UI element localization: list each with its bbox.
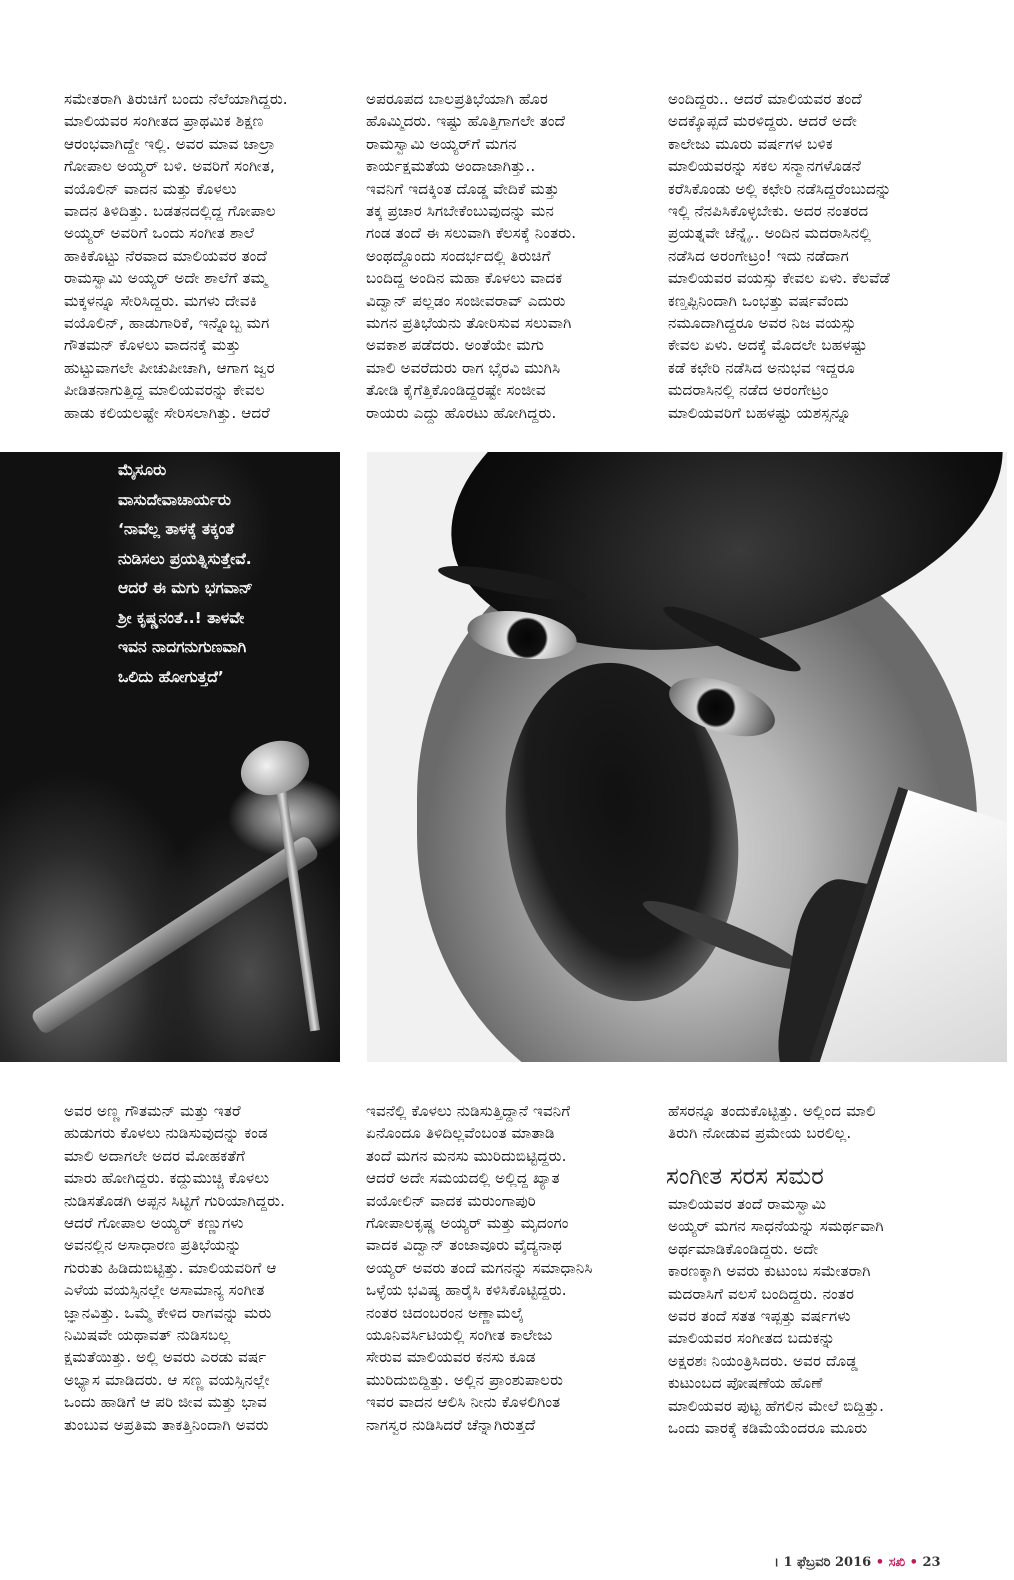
footer-dot-1: • (875, 1555, 885, 1570)
article-column-bottom-3-intro: ಹೆಸರನ್ನೂ ತಂದುಕೊಟ್ಟಿತ್ತು. ಅಲ್ಲಿಂದ ಮಾಲಿ ತಿರುಗಿ ನೋಡುವ ಪ್ರಮೇಯ ಬರಲಿಲ್ಲ. (668, 1102, 876, 1143)
section-heading: ಸಂಗೀತ ಸರಸ ಸಮರ (666, 1162, 824, 1190)
article-column-bottom-2: ಇವನೆಲ್ಲಿ ಕೊಳಲು ನುಡಿಸುತ್ತಿದ್ದಾನೆ ಇವನಿಗೆ ಏನೊಂದೂ ತಿಳಿದಿಲ್ಲವೆಂಬಂತ ಮಾತಾಡಿ ತಂದೆ ಮಗನ ಮನಸು ಮುರಿದುಬಿಟ್ಟಿದ್ದರು. ಆದರೆ ಅದೇ ಸಮಯದಲ್ಲಿ ಅಲ್ಲಿದ್ದ ಖ್ಯಾತ ವಯೋಲಿನ್ ವಾದಕ ಮರುಂಗಾಪುರಿ ಗೋಪಾಲಕೃಷ್ಣ ಅಯ್ಯರ್ ಮತ್ತು ಮೃದಂಗಂ ವಾದಕ ವಿದ್ವಾನ್ ತಂಜಾವೂರು ವೈದ್ಯನಾಥ ಅಯ್ಯರ್ ಅವರು ತಂದೆ ಮಗನನ್ನು ಸಮಾಧಾನಿಸಿ ಒಳ್ಳೆಯ ಭವಿಷ್ಯ ಹಾರೈಸಿ ಕಳಿಸಿಕೊಟ್ಟಿದ್ದರು. ನಂತರ ಚಿದಂಬರಂನ ಅಣ್ಣಾಮಲೈ ಯೂನಿವರ್ಸಿಟಿಯಲ್ಲಿ ಸಂಗೀತ ಕಾಲೇಜು ಸೇರುವ ಮಾಲಿಯವರ ಕನಸು ಕೂಡ ಮುರಿದುಬಿದ್ದಿತ್ತು. ಅಲ್ಲಿನ ಪ್ರಾಂಶುಪಾಲರು ಇವರ ವಾದನ ಆಲಿಸಿ ನೀನು ಕೊಳಲಿಗಿಂತ ನಾಗಸ್ವರ ನುಡಿಸಿದರೆ ಚೆನ್ನಾಗಿರುತ್ತದೆ (366, 1102, 593, 1434)
flute-graphic (30, 834, 321, 1036)
article-column-top-3: ಅಂದಿದ್ದರು.. ಆದರೆ ಮಾಲಿಯವರ ತಂದೆ ಅದಕ್ಕೊಪ್ಪದೆ ಮರಳಿದ್ದರು. ಆದರೆ ಅದೇ ಕಾಲೇಜು ಮೂರು ವರ್ಷಗಳ ಬಳಿಕ ಮಾಲಿಯವರನ್ನು ಸಕಲ ಸನ್ಮಾನಗಳೊಡನೆ ಕರೆಸಿಕೊಂಡು ಅಲ್ಲಿ ಕಛೇರಿ ನಡೆಸಿದ್ದರೆಂಬುದನ್ನು ಇಲ್ಲಿ ನೆನಪಿಸಿಕೊಳ್ಳಬೇಕು. ಅದರ ನಂತರದ ಪ್ರಯತ್ನವೇ ಚೆನ್ನೈ.. ಅಂದಿನ ಮದರಾಸಿನಲ್ಲಿ ನಡೆಸಿದ ಅರಂಗೇಟ್ರಂ! ಇದು ನಡೆದಾಗ ಮಾಲಿಯವರ ವಯಸ್ಸು ಕೇವಲ ಏಳು. ಕೆಲವೆಡೆ ಕಣ್ತಪ್ಪಿನಿಂದಾಗಿ ಒಂಭತ್ತು ವರ್ಷವೆಂದು ನಮೂದಾಗಿದ್ದರೂ ಅವರ ನಿಜ ವಯಸ್ಸು ಕೇವಲ ಏಳು. ಅದಕ್ಕೆ ಮೊದಲೇ ಬಹಳಷ್ಟು ಕಡೆ ಕಛೇರಿ ನಡೆಸಿದ ಅನುಭವ ಇದ್ದರೂ ಮದರಾಸಿನಲ್ಲಿ ನಡೆದ ಅರಂಗೇಟ್ರಂ ಮಾಲಿಯವರಿಗೆ ಬಹಳಷ್ಟು ಯಶಸ್ಸನ್ನೂ (668, 90, 892, 422)
article-column-top-2: ಅಪರೂಪದ ಬಾಲಪ್ರತಿಭೆಯಾಗಿ ಹೊರ ಹೊಮ್ಮಿದರು. ಇಷ್ಟು ಹೊತ್ತಿಗಾಗಲೇ ತಂದೆ ರಾಮಸ್ವಾಮಿ ಅಯ್ಯರ್‌ಗೆ ಮಗನ ಕಾರ್ಯಕ್ಷಮತೆಯ ಅಂದಾಜಾಗಿತ್ತು.. ಇವನಿಗೆ ಇದಕ್ಕಿಂತ ದೊಡ್ಡ ವೇದಿಕೆ ಮತ್ತು ತಕ್ಕ ಪ್ರಚಾರ ಸಿಗಬೇಕೆಂಬುವುದನ್ನು ಮನ ಗಂಡ ತಂದೆ ಈ ಸಲುವಾಗಿ ಕೆಲಸಕ್ಕೆ ನಿಂತರು. ಅಂಥದ್ದೊಂದು ಸಂದರ್ಭದಲ್ಲಿ ತಿರುಚಿಗೆ ಬಂದಿದ್ದ ಅಂದಿನ ಮಹಾ ಕೊಳಲು ವಾದಕ ವಿದ್ವಾನ್ ಪಲ್ಲಡಂ ಸಂಜೀವರಾವ್ ಎದುರು ಮಗನ ಪ್ರತಿಭೆಯನು ತೋರಿಸುವ ಸಲುವಾಗಿ ಅವಕಾಶ ಪಡೆದರು. ಅಂತೆಯೇ ಮಗು ಮಾಲಿ ಅವರೆದುರು ರಾಗ ಭೈರವಿ ಮುಗಿಸಿ ತೋಡಿ ಕೈಗೆತ್ತಿಕೊಂಡಿದ್ದರಷ್ಟೇ ಸಂಜೀವ ರಾಯರು ಎದ್ದು ಹೊರಟು ಹೋಗಿದ್ದರು. (366, 90, 577, 422)
page-number: 23 (922, 1555, 941, 1570)
footer-date: ಫೆಬ್ರವರಿ 2016 (797, 1555, 872, 1570)
pull-quote: ಮೈಸೂರು ವಾಸುದೇವಾಚಾರ್ಯರು ‘ನಾವೆಲ್ಲ ತಾಳಕ್ಕೆ ತಕ್ಕಂತೆ ನುಡಿಸಲು ಪ್ರಯತ್ನಿಸುತ್ತೇವೆ. ಆದರೆ ಈ ಮಗು ಭಗವಾನ್ ಶ್ರೀ ಕೃಷ್ಣನಂತೆ..! ತಾಳವೇ ಇವನ ನಾದಗನುಗುಣವಾಗಿ ಒಲಿದು ಹೋಗುತ್ತದೆ’ (118, 461, 253, 686)
portrait-photo (367, 452, 1007, 1062)
microphone-stand (274, 773, 320, 1032)
footer-marks: । 1 (774, 1555, 793, 1570)
article-column-top-1: ಸಮೇತರಾಗಿ ತಿರುಚಿಗೆ ಬಂದು ನೆಲೆಯಾಗಿದ್ದರು. ಮಾಲಿಯವರ ಸಂಗೀತದ ಪ್ರಾಥಮಿಕ ಶಿಕ್ಷಣ ಆರಂಭವಾಗಿದ್ದೇ ಇಲ್ಲಿ. ಅವರ ಮಾವ ಜಾಲ್ರಾ ಗೋಪಾಲ ಅಯ್ಯರ್ ಬಳಿ. ಅವರಿಗೆ ಸಂಗೀತ, ವಯೊಲಿನ್ ವಾದನ ಮತ್ತು ಕೊಳಲು ವಾದನ ತಿಳಿದಿತ್ತು. ಬಡತನದಲ್ಲಿದ್ದ ಗೋಪಾಲ ಅಯ್ಯರ್ ಅವರಿಗೆ ಒಂದು ಸಂಗೀತ ಶಾಲೆ ಹಾಕಿಕೊಟ್ಟು ನೆರವಾದ ಮಾಲಿಯವರ ತಂದೆ ರಾಮಸ್ವಾಮಿ ಅಯ್ಯರ್ ಅದೇ ಶಾಲೆಗೆ ತಮ್ಮ ಮಕ್ಕಳನ್ನೂ ಸೇರಿಸಿದ್ದರು. ಮಗಳು ದೇವಕಿ ವಯೊಲಿನ್, ಹಾಡುಗಾರಿಕೆ, ಇನ್ನೊಬ್ಬ ಮಗ ಗೌತಮನ್ ಕೊಳಲು ವಾದನಕ್ಕೆ ಮತ್ತು ಹುಟ್ಟುವಾಗಲೇ ಪೀಚುಪೀಚಾಗಿ, ಆಗಾಗ ಜ್ವರ ಪೀಡಿತನಾಗುತ್ತಿದ್ದ ಮಾಲಿಯವರನ್ನು ಕೇವಲ ಹಾಡು ಕಲಿಯಲಷ್ಟೇ ಸೇರಿಸಲಾಗಿತ್ತು. ಆದರೆ (64, 90, 288, 422)
microphone-graphic (233, 732, 317, 805)
footer-dot-2: • (909, 1555, 918, 1570)
article-column-bottom-1: ಅವರ ಅಣ್ಣ ಗೌತಮನ್ ಮತ್ತು ಇತರೆ ಹುಡುಗರು ಕೊಳಲು ನುಡಿಸುವುದನ್ನು ಕಂಡ ಮಾಲಿ ಅದಾಗಲೇ ಅದರ ಮೋಹಕತೆಗೆ ಮಾರು ಹೋಗಿದ್ದರು. ಕದ್ದುಮುಚ್ಚಿ ಕೊಳಲು ನುಡಿಸತೊಡಗಿ ಅಪ್ಪನ ಸಿಟ್ಟಿಗೆ ಗುರಿಯಾಗಿದ್ದರು. ಆದರೆ ಗೋಪಾಲ ಅಯ್ಯರ್ ಕಣ್ಣುಗಳು ಅವನಲ್ಲಿನ ಅಸಾಧಾರಣ ಪ್ರತಿಭೆಯನ್ನು ಗುರುತು ಹಿಡಿದುಬಿಟ್ಟಿತ್ತು. ಮಾಲಿಯವರಿಗೆ ಆ ಎಳೆಯ ವಯಸ್ಸಿನಲ್ಲೇ ಅಸಾಮಾನ್ಯ ಸಂಗೀತ ಜ್ಞಾನವಿತ್ತು. ಒಮ್ಮೆ ಕೇಳಿದ ರಾಗವನ್ನು ಮರು ನಿಮಿಷವೇ ಯಥಾವತ್ ನುಡಿಸಬಲ್ಲ ಕ್ಷಮತೆಯಿತ್ತು. ಅಲ್ಲಿ ಅವರು ಎರಡು ವರ್ಷ ಅಭ್ಯಾಸ ಮಾಡಿದರು. ಆ ಸಣ್ಣ ವಯಸ್ಸಿನಲ್ಲೇ ಒಂದು ಹಾಡಿಗೆ ಆ ಪರಿ ಜೀವ ಮತ್ತು ಭಾವ ತುಂಬುವ ಅಪ್ರತಿಮ ತಾಕತ್ತಿನಿಂದಾಗಿ ಅವರು (64, 1102, 286, 1434)
article-column-bottom-3-body: ಮಾಲಿಯವರ ತಂದೆ ರಾಮಸ್ವಾಮಿ ಅಯ್ಯರ್ ಮಗನ ಸಾಧನೆಯನ್ನು ಸಮರ್ಥವಾಗಿ ಅರ್ಥಮಾಡಿಕೊಂಡಿದ್ದರು. ಅದೇ ಕಾರಣಕ್ಕಾಗಿ ಅವರು ಕುಟುಂಬ ಸಮೇತರಾಗಿ ಮದರಾಸಿಗೆ ವಲಸೆ ಬಂದಿದ್ದರು. ನಂತರ ಅವರ ತಂದೆ ಸತತ ಇಪ್ಪತ್ತು ವರ್ಷಗಳು ಮಾಲಿಯವರ ಸಂಗೀತದ ಬದುಕನ್ನು ಅಕ್ಷರಶಃ ನಿಯಂತ್ರಿಸಿದರು. ಅವರ ದೊಡ್ಡ ಕುಟುಂಬದ ಪೋಷಣೆಯ ಹೊಣೆ ಮಾಲಿಯವರ ಪುಟ್ಟ ಹೆಗಲಿನ ಮೇಲೆ ಬಿದ್ದಿತ್ತು. ಒಂದು ವಾರಕ್ಕೆ ಕಡಿಮೆಯೆಂದರೂ ಮೂರು (668, 1195, 885, 1438)
page-footer (774, 1555, 954, 1570)
footer-magazine-name: ಸಖಿ (888, 1555, 906, 1570)
